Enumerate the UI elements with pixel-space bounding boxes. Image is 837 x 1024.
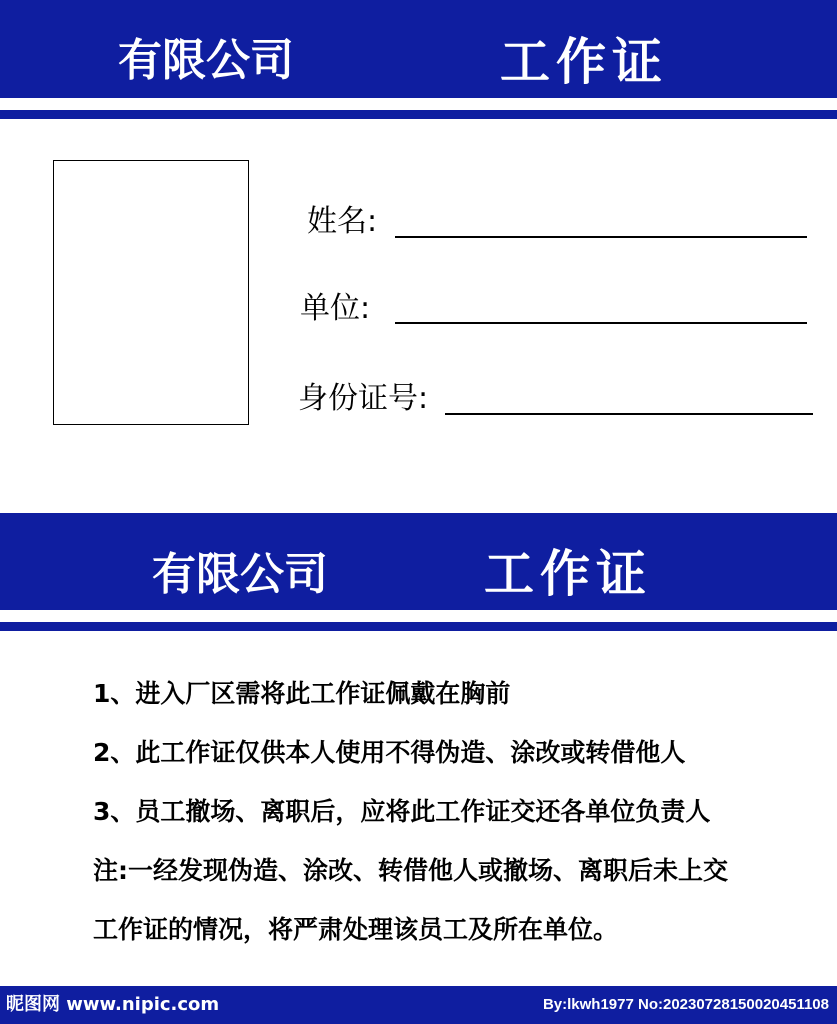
name-label: 姓名: xyxy=(307,204,378,239)
rule-note-line-2: 工作证的情况，将严肃处理该员工及所在单位。 xyxy=(93,915,619,944)
photo-placeholder xyxy=(53,160,249,425)
front-card-title: 工作证 xyxy=(500,33,668,91)
rule-item-2: 2、此工作证仅供本人使用不得伪造、涂改或转借他人 xyxy=(93,738,686,767)
watermark-id: By:lkwh1977 No:20230728150020451108 xyxy=(542,996,829,1013)
rule-item-1: 1、进入厂区需将此工作证佩戴在胸前 xyxy=(93,679,511,708)
id-number-line xyxy=(445,413,813,415)
back-header-stripe xyxy=(0,622,837,631)
back-header-band xyxy=(0,513,837,610)
front-company-name: 有限公司 xyxy=(118,35,294,86)
back-company-name: 有限公司 xyxy=(152,549,328,600)
front-header-stripe xyxy=(0,110,837,119)
unit-line xyxy=(395,322,807,324)
watermark-site: 昵图网 www.nipic.com xyxy=(6,994,220,1015)
name-line xyxy=(395,236,807,238)
rule-note-line-1: 注:一经发现伪造、涂改、转借他人或撤场、离职后未上交 xyxy=(93,856,728,885)
rule-item-3: 3、员工撤场、离职后，应将此工作证交还各单位负责人 xyxy=(93,797,711,826)
unit-label: 单位: xyxy=(300,291,371,326)
id-number-label: 身份证号: xyxy=(298,381,429,416)
back-card-title: 工作证 xyxy=(484,545,652,603)
